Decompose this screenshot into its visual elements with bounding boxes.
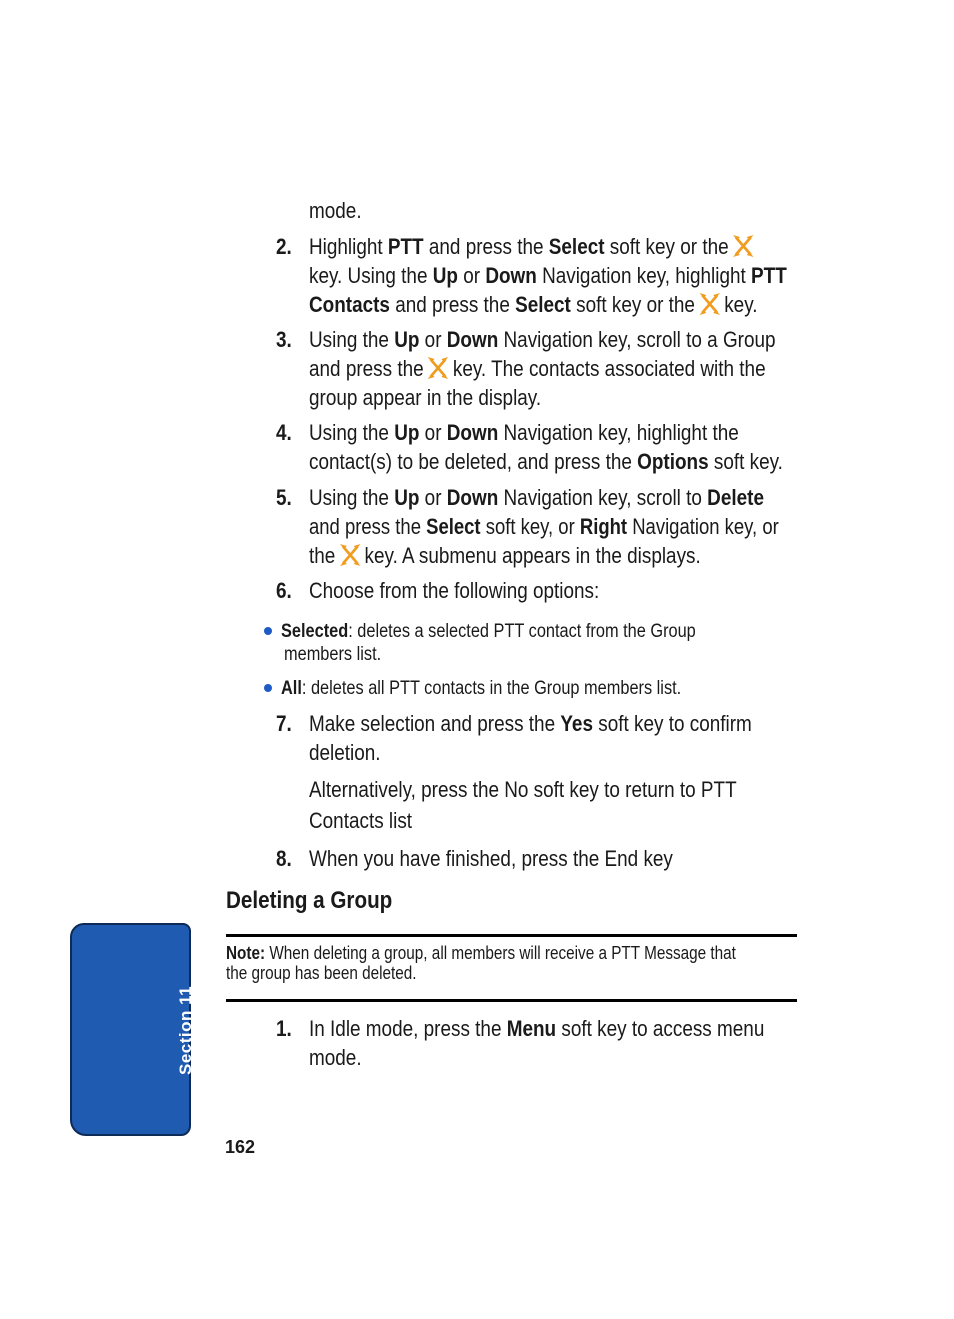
step-1-continuation: mode.: [309, 198, 362, 223]
section-tab-label: Section 11: [176, 985, 195, 1075]
step-5-text: Using the Up or Down Navigation key, scroll to Delete and press the Select soft key, or Right Navigation key, or the key. A submenu appears in the displays.: [309, 485, 779, 568]
note-bottom-rule: [226, 999, 797, 1002]
bullet-dot: [264, 684, 272, 692]
step-2-text: Highlight PTT and press the Select soft key or the key. Using the Up or Down Navigation key, highlight PTT Contacts and press the Select soft key or the key.: [309, 234, 787, 317]
note: Note: When deleting a group, all members will receive a PTT Message that the group has been deleted.: [226, 943, 736, 983]
step-8-number: 8.: [276, 846, 292, 871]
orange-x-select-key-icon: [698, 292, 720, 316]
page-number: 162: [225, 1137, 256, 1157]
step-4-text: Using the Up or Down Navigation key, highlight the contact(s) to be deleted, and press the Options soft key.: [309, 420, 783, 474]
bullet-selected-continuation: members list.: [284, 644, 382, 665]
orange-x-select-key-icon: [427, 356, 449, 380]
step-7-alternative: Alternatively, press the No soft key to return to PTT Contacts list: [309, 777, 737, 833]
orange-x-select-key-icon: [732, 234, 754, 258]
step-6-text: Choose from the following options:: [309, 578, 600, 603]
orange-x-select-key-icon: [339, 543, 361, 567]
step-1-number: 1.: [276, 1016, 292, 1041]
bullet-selected: Selected: deletes a selected PTT contact from the Group: [281, 621, 696, 642]
section-heading: Deleting a Group: [226, 887, 393, 914]
step-4-number: 4.: [276, 420, 292, 445]
bullet-dot: [264, 627, 272, 635]
step-1-text: In Idle mode, press the Menu soft key to access menu mode.: [309, 1016, 765, 1070]
step-8-text: When you have finished, press the End key: [309, 846, 673, 871]
step-3-text: Using the Up or Down Navigation key, scroll to a Group and press the key. The contacts associated with the group appear in the display.: [309, 327, 776, 410]
section-tab: [70, 923, 191, 1136]
step-7-text: Make selection and press the Yes soft key to confirm deletion.: [309, 711, 752, 765]
step-2-number: 2.: [276, 234, 292, 259]
note-top-rule: [226, 934, 797, 937]
step-7-number: 7.: [276, 711, 292, 736]
step-5-number: 5.: [276, 485, 292, 510]
step-3-number: 3.: [276, 327, 292, 352]
step-6-number: 6.: [276, 578, 292, 603]
bullet-all: All: deletes all PTT contacts in the Group members list.: [281, 678, 682, 699]
